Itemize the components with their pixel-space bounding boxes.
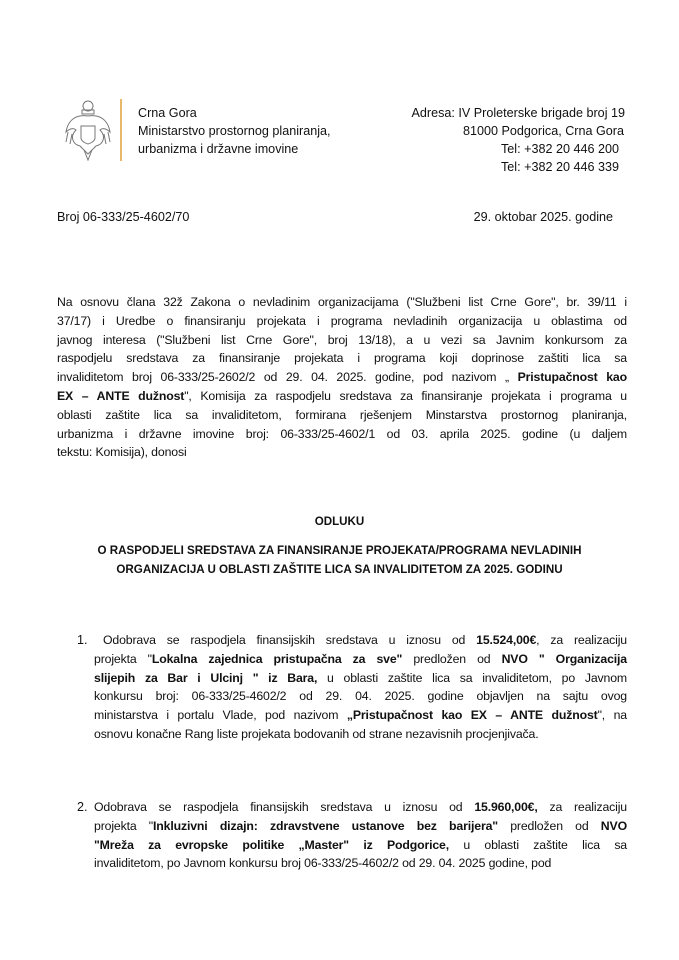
text: u oblasti zaštite lica sa (449, 837, 628, 852)
text-line (94, 669, 627, 687)
text: projekta " (94, 651, 152, 666)
decision-title: ODLUKU (314, 515, 365, 528)
text: za realizaciju (537, 800, 627, 814)
coat-of-arms-logo (62, 98, 114, 164)
phone-line: Tel: +382 20 446 200 (501, 142, 619, 156)
decision-subtitle-line: ORGANIZACIJA U OBLASTI ZAŠTITE LICA SA INVALIDITETOM ZA 2025. GODINU (116, 563, 563, 576)
header-divider (120, 99, 122, 161)
text: raspodjelu sredstava za finansiranje projekata i programa koji doprinose zaštiti lica sa (57, 351, 627, 366)
item-number: 1. (77, 633, 88, 647)
text-line (57, 368, 627, 386)
address-block (411, 104, 625, 176)
bold-text: "Mreža za evropske politike „Master" iz Podgorice, (94, 837, 449, 852)
bold-text: Pristupačnost kao (517, 370, 627, 385)
bold-text: 15.960,00€, (474, 800, 538, 814)
text-line (103, 631, 627, 649)
bold-text: NVO " Organizacija (501, 651, 627, 666)
text-line (94, 650, 627, 668)
text: Na osnovu člana 32ž Zakona o nevladinim organizacijama ("Službeni list Crne Gore", br. 39/11 i (57, 295, 627, 309)
decision-subtitle-line: O RASPODJELI SREDSTAVA ZA FINANSIRANJE PROJEKATA/PROGRAMA NEVLADINIH (97, 544, 582, 557)
ministry-line: Crna Gora (138, 106, 197, 120)
text: projekta " (94, 818, 154, 833)
item-number: 2. (77, 800, 88, 814)
text-line (94, 798, 627, 816)
text-line (57, 425, 627, 443)
text: 37/17) i Uredbe o finansiranju projekata i programa nevladinih organizacija u oblastima od (57, 313, 627, 328)
text-line (57, 312, 627, 330)
text-line (94, 854, 627, 872)
bold-text: Inkluzivni dizajn: zdravstvene ustanove bez barijera" (153, 818, 498, 833)
text-line (57, 349, 627, 367)
text: Odobrava se raspodjela finansijskih sredstava u iznosu od (94, 800, 475, 814)
text-line (57, 406, 627, 424)
text: invaliditetom broj 06-333/25-2602/2 od 29. 04. 2025. godine, pod nazivom „ (57, 370, 518, 385)
text: tekstu: Komisija), donosi (57, 445, 187, 460)
bold-text: slijepih za Bar i Ulcinj " iz Bara, (94, 670, 318, 685)
text-line (57, 443, 627, 461)
document-date: 29. oktobar 2025. godine (473, 210, 613, 224)
text: predložen od (402, 651, 502, 666)
phone-line: Tel: +382 20 446 339 (501, 160, 619, 174)
text: osnovu konačne Rang liste projekata bodovanih od strane nezavisnih procjenjivača. (94, 727, 539, 741)
text: urbanizma i državne imovine broj: 06-333/25-4602/1 od 03. aprila 2025. godine (u daljem (57, 426, 627, 441)
bold-text: 15.524,00€ (476, 633, 537, 647)
text-line (94, 836, 627, 854)
bold-text: EX – ANTE dužnost (57, 389, 185, 403)
text-line (94, 687, 627, 705)
text: konkursu broj: 06-333/25-4602/2 od 29. 04. 2025. godine objavljen na sajtu ovog (94, 689, 627, 704)
text: Odobrava se raspodjela finansijskih sredstava u iznosu od (103, 633, 477, 647)
text: predložen od (497, 818, 601, 833)
text-line (94, 817, 627, 835)
address-line: Adresa: IV Proleterske brigade broj 19 (411, 106, 625, 120)
text: javnog interesa ("Službeni list Crne Gore", broj 13/18), a u vezi sa Javnim konkursom za (57, 332, 627, 347)
text-line (57, 387, 627, 405)
text-line (94, 725, 627, 743)
text: , za realizaciju (536, 633, 627, 647)
text: ", Komisija za raspodjelu sredstava za finansiranje projekata i programa u (184, 389, 627, 403)
ministry-name (138, 104, 331, 158)
reference-number: Broj 06-333/25-4602/70 (57, 210, 190, 224)
bold-text: NVO (600, 818, 627, 833)
bold-text: „Pristupačnost kao EX – ANTE dužnost (346, 708, 598, 723)
text: ", na (597, 708, 627, 723)
text-line (57, 331, 627, 349)
text-line (57, 293, 627, 311)
text: oblasti zaštite lica sa invaliditetom, formirana rješenjem Minstarstva prostornog planiranja, (57, 407, 627, 422)
ministry-line: Ministarstvo prostornog planiranja, (138, 124, 331, 138)
text: invaliditetom, po Javnom konkursu broj 06-333/25-4602/2 od 29. 04. 2025 godine, pod (94, 856, 552, 871)
coat-of-arms-icon (62, 98, 114, 164)
text: ministarstva i portalu Vlade, pod nazivom (94, 708, 347, 723)
address-line: 81000 Podgorica, Crna Gora (462, 124, 624, 138)
bold-text: Lokalna zajednica pristupačna za sve" (151, 651, 403, 666)
text: u oblasti zaštite lica sa invaliditetom, po Javnom (317, 670, 628, 685)
text-line (94, 706, 627, 724)
ministry-line: urbanizma i državne imovine (138, 142, 299, 156)
